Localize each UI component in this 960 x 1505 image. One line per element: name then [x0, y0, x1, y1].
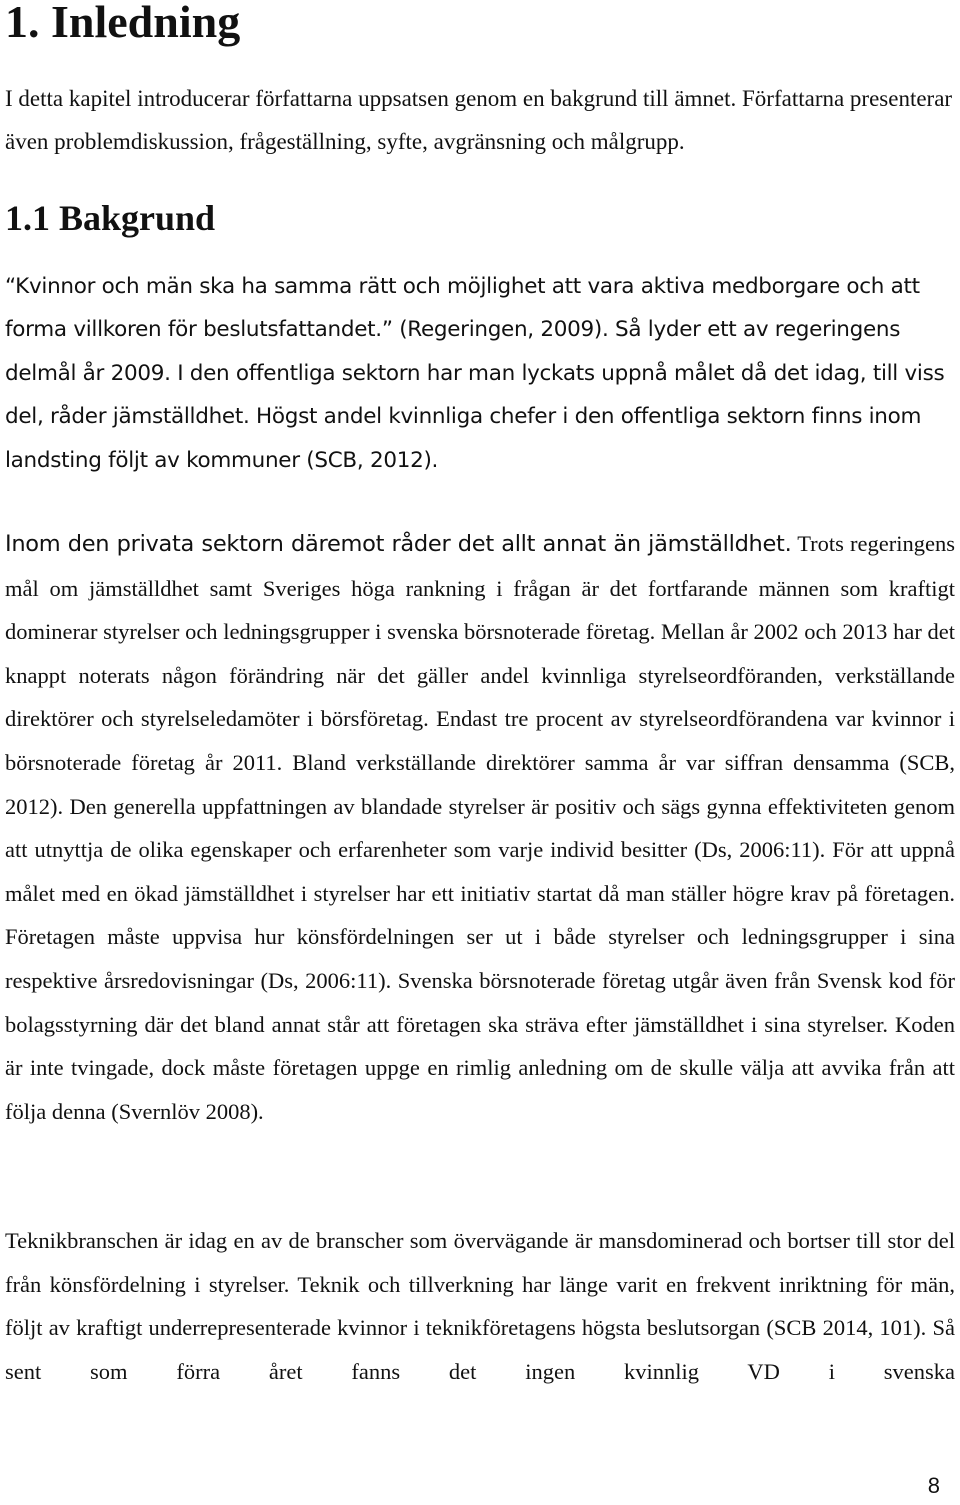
background-paragraph-2-text: Trots regeringens mål om jämställdhet samt Sveriges höga rankning i frågan är det fortfarande männen som kraftigt dominerar styrelser och ledningsgrupper i svenska börsnoterade företag. Mellan år 2002 och 2013 har det knappt noterats någon förändring när det gäller andel kvinnliga styrelseordföranden, verkställande direktörer och styrelseledamöter i börsföretag. Endast tre procent av styrelseordförandena var kvinnor i börsnoterade företag år 2011. Bland verkställande direktörer samma år var siffran densamma (SCB, 2012). Den generella uppfattningen av blandade styrelser är positiv och sägs gynna effektiviteten genom att utnyttja de olika egenskaper och erfarenheter som varje individ besitter (Ds, 2006:11). För att uppnå målet med en ökad jämställdhet i styrelser har ett initiativ startat då man ställer högre krav på företagen. Företagen måste uppvisa hur könsfördelningen ser ut i både styrelser och ledningsgrupper i sina respektive årsredovisningar (Ds, 2006:11). Svenska börsnoterade företag utgår även från Svensk kod för bolagsstyrning där det bland annat står att företagen ska sträva efter jämställdhet i sina styrelser. Koden är inte tvingade, dock måste företagen uppge en rimlig anledning om de skulle välja att avvika från att följa denna (Svernlöv 2008).	[5, 531, 956, 1124]
page-number: 8	[927, 1473, 940, 1498]
background-paragraph-2	[5, 522, 955, 1133]
chapter-intro-paragraph: I detta kapitel introducerar författarna uppsatsen genom en bakgrund till ämnet. Författarna presenterar även problemdiskussion, frågeställning, syfte, avgränsning och målgrupp.	[5, 86, 953, 154]
background-paragraph-1	[5, 265, 955, 482]
section-heading: 1.1 Bakgrund	[5, 198, 216, 238]
background-paragraph-3: Teknikbranschen är idag en av de branscher som övervägande är mansdominerad och bortser till stor del från könsfördelning i styrelser. Teknik och tillverkning har länge varit en frekvent inriktning för män, följt av kraftigt underrepresenterade kvinnor i teknikföretagens högsta beslutsorgan (SCB 2014, 101). Så sent som förra året fanns det ingen kvinnlig VD i svenska	[5, 1228, 955, 1384]
chapter-heading: 1. Inledning	[5, 0, 241, 47]
background-paragraph-1-text: (Regeringen, 2009). Så lyder ett av regeringens delmål år 2009. I den offentliga sektorn har man lyckats uppnå målet då det idag, till viss del, råder jämställdhet. Högst andel kvinnliga chefer i den offentliga sektorn finns inom landsting följt av kommuner (SCB, 2012).	[5, 317, 945, 473]
private-sector-sentence: Inom den privata sektorn däremot råder det allt annat än jämställdhet.	[5, 531, 792, 557]
government-quote: “Kvinnor och män ska ha samma rätt och möjlighet att vara aktiva medborgare och att forma villkoren för beslutsfattandet.”	[5, 274, 920, 343]
